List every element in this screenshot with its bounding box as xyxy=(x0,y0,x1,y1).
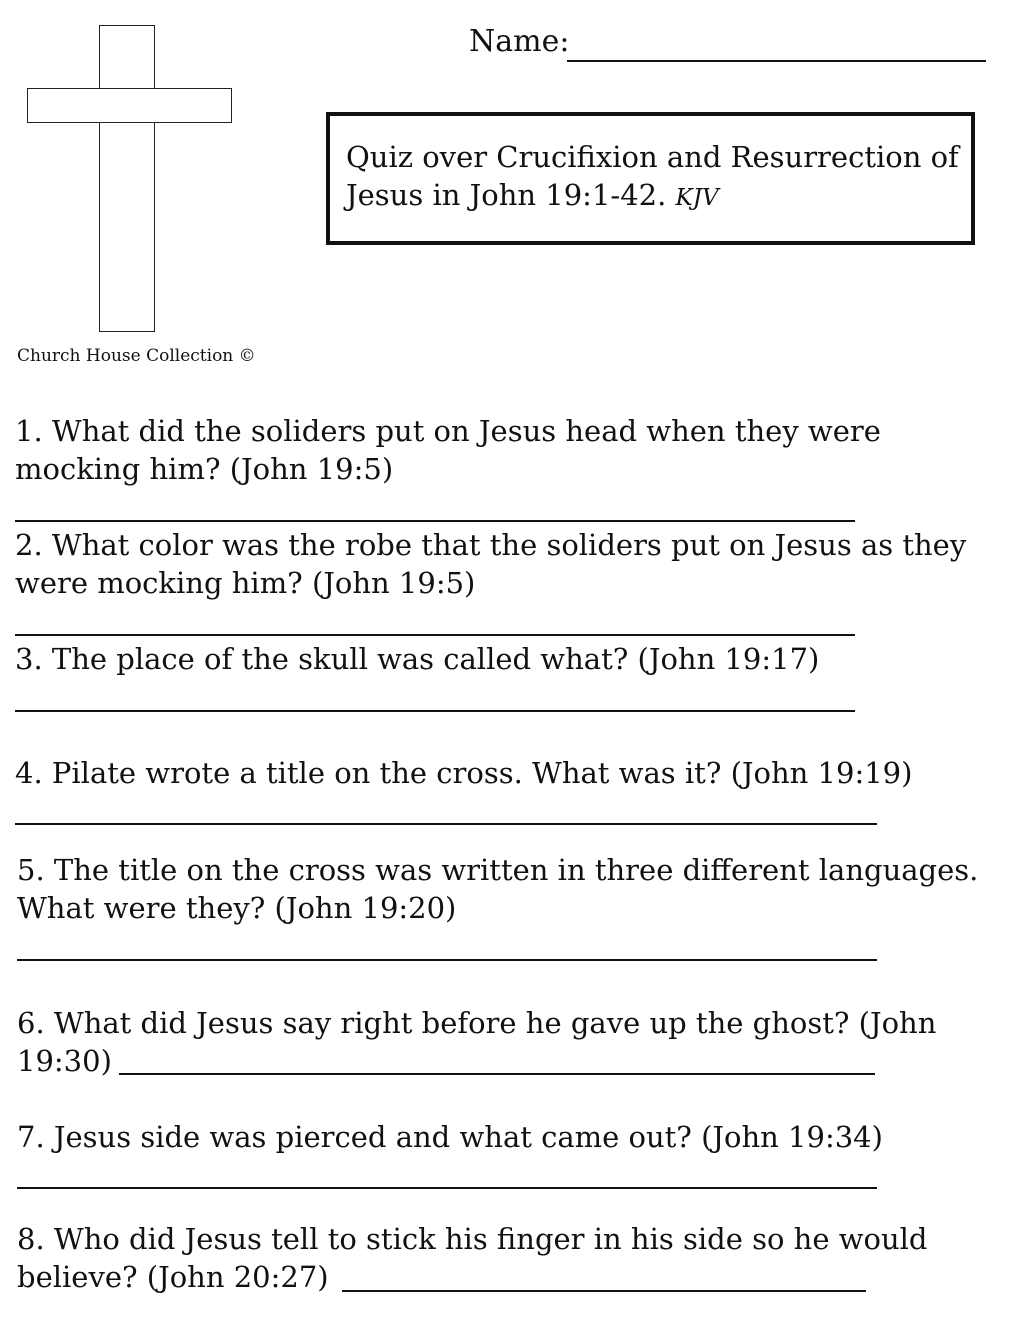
name-answer-line[interactable] xyxy=(567,60,986,62)
cross-vertical-beam xyxy=(99,25,155,332)
question-4 xyxy=(15,754,912,792)
question-3 xyxy=(15,640,819,678)
question-2-text-cont: were mocking him? (John 19:5) xyxy=(15,566,476,600)
bible-version: KJV xyxy=(675,185,719,211)
question-5-text-cont: What were they? (John 19:20) xyxy=(17,891,457,925)
question-8-text-cont: believe? (John 20:27) xyxy=(17,1260,329,1294)
answer-line-1[interactable] xyxy=(15,520,855,522)
question-5-text: 5. The title on the cross was written in three different languages. xyxy=(17,853,979,887)
question-8 xyxy=(17,1220,928,1296)
name-label: Name: xyxy=(469,24,570,59)
answer-line-3[interactable] xyxy=(15,710,855,712)
answer-line-8[interactable] xyxy=(342,1290,866,1292)
question-7 xyxy=(17,1118,883,1156)
cross-horizontal-beam xyxy=(27,88,232,123)
answer-line-5[interactable] xyxy=(17,959,877,961)
question-1 xyxy=(15,412,881,488)
question-3-text: 3. The place of the skull was called what? (John 19:17) xyxy=(15,642,820,676)
answer-line-7[interactable] xyxy=(17,1187,877,1189)
copyright-credit: Church House Collection © xyxy=(17,346,256,366)
quiz-title-box xyxy=(326,112,975,245)
answer-line-6[interactable] xyxy=(119,1073,875,1075)
question-8-text: 8. Who did Jesus tell to stick his finger in his side so he would xyxy=(17,1222,928,1256)
question-1-text-cont: mocking him? (John 19:5) xyxy=(15,452,394,486)
quiz-title-line1: Quiz over Crucifixion and Resurrection of xyxy=(346,140,959,174)
question-6 xyxy=(17,1004,936,1080)
quiz-title xyxy=(346,138,966,217)
quiz-title-line2: Jesus in John 19:1-42. xyxy=(346,178,667,212)
question-5 xyxy=(17,851,978,927)
question-1-text: 1. What did the soliders put on Jesus head when they were xyxy=(15,414,881,448)
question-7-text: 7. Jesus side was pierced and what came out? (John 19:34) xyxy=(17,1120,883,1154)
question-6-text-cont: 19:30) xyxy=(17,1044,112,1078)
question-6-text: 6. What did Jesus say right before he gave up the ghost? (John xyxy=(17,1006,937,1040)
question-4-text: 4. Pilate wrote a title on the cross. What was it? (John 19:19) xyxy=(15,756,913,790)
question-2-text: 2. What color was the robe that the soliders put on Jesus as they xyxy=(15,528,967,562)
answer-line-4[interactable] xyxy=(15,823,877,825)
question-2 xyxy=(15,526,966,602)
answer-line-2[interactable] xyxy=(15,634,855,636)
